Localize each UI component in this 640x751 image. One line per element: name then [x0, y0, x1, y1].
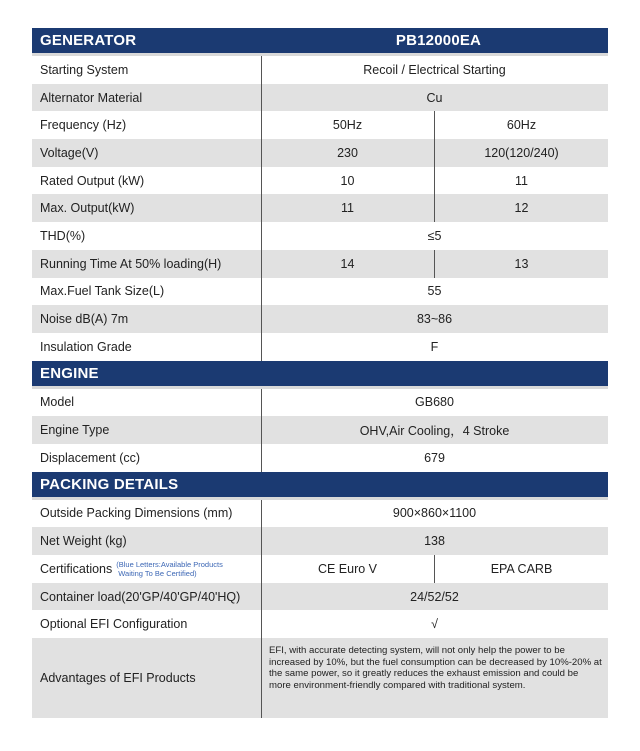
row-label: Max.Fuel Tank Size(L) [40, 284, 165, 299]
row-label: Max. Output(kW) [40, 201, 135, 216]
spec-row-rated-output [32, 167, 608, 195]
spec-row-efi-config [32, 610, 608, 638]
row-label: Running Time At 50% loading(H) [40, 256, 222, 271]
spec-row-certifications [32, 555, 608, 583]
row-value: 138 [424, 534, 445, 549]
row-value: 55 [427, 284, 442, 299]
packing-title: PACKING DETAILS [40, 475, 179, 493]
value-50hz: 230 [261, 139, 435, 167]
spec-row-engine-type [32, 416, 608, 444]
row-label: Insulation Grade [40, 339, 132, 354]
row-label: THD(%) [40, 228, 86, 243]
row-label: Frequency (Hz) [40, 118, 127, 133]
value-50hz: 11 [261, 194, 435, 222]
value-50hz: 50Hz [261, 111, 435, 139]
row-value: 900×860×1100 [392, 506, 477, 521]
row-value: GB680 [415, 395, 454, 410]
row-label: Alternator Material [40, 90, 143, 105]
row-label: Certifications [40, 561, 113, 576]
row-label: Container load(20'GP/40'GP/40'HQ) [40, 589, 241, 604]
check-icon: √ [431, 617, 438, 632]
spec-row-net-weight [32, 527, 608, 555]
row-value: F [430, 339, 439, 354]
row-label: Rated Output (kW) [40, 173, 145, 188]
value-60hz: 120(120/240) [484, 145, 559, 160]
spec-row-noise [32, 305, 608, 333]
row-value: 24/52/52 [410, 589, 459, 604]
value-60hz: 11 [515, 173, 528, 188]
row-label: Noise dB(A) 7m [40, 312, 129, 327]
spec-row-engine-model [32, 389, 608, 417]
spec-row-insulation [32, 333, 608, 361]
spec-row-voltage [32, 139, 608, 167]
row-value: 679 [424, 450, 445, 465]
row-value: ≤5 [427, 228, 442, 243]
spec-row-alternator-material [32, 84, 608, 112]
value-50hz: 10 [261, 167, 435, 195]
row-label: Net Weight (kg) [40, 534, 127, 549]
generator-header [32, 28, 608, 56]
row-label: Optional EFI Configuration [40, 617, 188, 632]
generator-title: GENERATOR [40, 32, 137, 49]
spec-table [32, 28, 608, 718]
spec-row-fuel-tank [32, 278, 608, 306]
spec-row-displacement [32, 444, 608, 472]
spec-row-starting-system [32, 56, 608, 84]
spec-row-container-load [32, 583, 608, 611]
row-label: Outside Packing Dimensions (mm) [40, 506, 233, 521]
cert-epa: EPA CARB [490, 561, 553, 576]
cert-note-line1: (Blue Letters:Available Products [116, 559, 223, 569]
cert-ce: CE Euro V [261, 555, 435, 583]
cert-note-line2: Waiting To Be Certified) [118, 568, 197, 578]
value-60hz: 12 [514, 201, 529, 216]
value-50hz: 14 [261, 250, 435, 278]
row-label: Displacement (cc) [40, 450, 141, 465]
engine-title: ENGINE [40, 364, 99, 382]
engine-header [32, 361, 608, 389]
row-label: Voltage(V) [40, 145, 99, 160]
row-label: Advantages of EFI Products [40, 671, 196, 686]
row-value: OHV,Air Cooling，4 Stroke [359, 424, 510, 439]
packing-header [32, 472, 608, 500]
model-number: PB12000EA [395, 32, 482, 49]
spec-row-frequency [32, 111, 608, 139]
cert-note [116, 560, 223, 578]
value-60hz: 13 [514, 256, 529, 271]
spec-row-max-output [32, 194, 608, 222]
spec-row-packing-dimensions [32, 500, 608, 528]
efi-description: EFI, with accurate detecting system, will not only help the power to be increased by 10%, but the fuel consumption can be decreased by 10%-20% at the same power, so it greatly reduces the exhaust emission and could be more environment-friendly compared with traditional system. [269, 645, 602, 691]
spec-row-thd [32, 222, 608, 250]
row-label: Engine Type [40, 423, 110, 438]
row-value: Recoil / Electrical Starting [363, 62, 506, 77]
spec-row-efi-advantages [32, 638, 608, 718]
row-label: Model [40, 395, 75, 410]
row-value: Cu [426, 90, 443, 105]
spec-row-running-time [32, 250, 608, 278]
value-60hz: 60Hz [506, 118, 537, 133]
row-label-wrap [32, 560, 261, 578]
row-label: Starting System [40, 62, 129, 77]
row-value: 83~86 [416, 312, 453, 327]
